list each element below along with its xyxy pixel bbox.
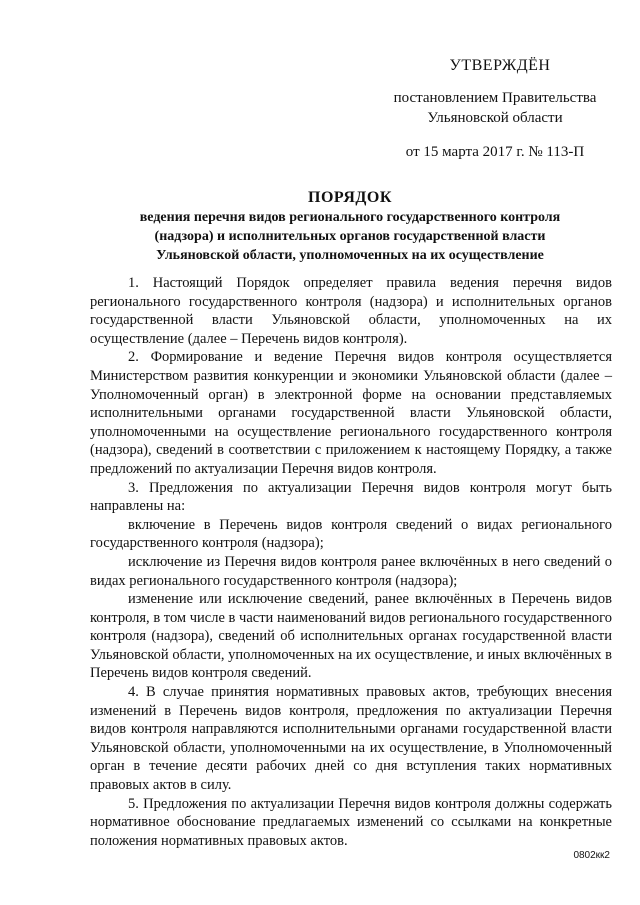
approval-line-1: постановлением Правительства	[393, 90, 597, 106]
paragraph-5: 5. Предложения по актуализации Перечня видов контроля должны содержать нормативное обоснование предлагаемых изменений со ссылками на конкретные положения нормативных правовых актов.	[90, 795, 612, 849]
footer-code: 0802кк2	[573, 850, 610, 861]
paragraph-2: 2. Формирование и ведение Перечня видов контроля осуществляется Министерством развития конкуренции и экономики Ульяновской области (далее – Уполномоченный орган) в электронной форме на основании представляемых исполнительными органами государственной власти Ульяновской области, уполномоченными на осуществление регионального государственного контроля (надзора), сведений в соответствии с приложением к настоящему Порядку, а также предложений по актуализации Перечня видов контроля.	[90, 349, 612, 477]
paragraph-1: 1. Настоящий Порядок определяет правила ведения перечня видов регионального государственного контроля (надзора) и исполнительных органов государственной власти Ульяновской области, уполномоченных на их осуществление (далее – Перечень видов контроля).	[90, 275, 612, 347]
paragraph-3-item-1: включение в Перечень видов контроля сведений о видах регионального государственного контроля (надзора);	[90, 516, 612, 552]
title-main: ПОРЯДОК	[308, 189, 392, 206]
approval-line-2: Ульяновской области	[427, 110, 563, 126]
paragraph-3-item-3: изменение или исключение сведений, ранее включённых в Перечень видов контроля, в том числе в части наименований видов регионального государственного контроля (надзора), сведений об исполнительных органах государственной власти Ульяновской области, уполномоченных на их осуществление, и иных включённых в Перечень видов контроля сведений.	[90, 591, 612, 682]
approval-heading: УТВЕРЖДЁН	[449, 57, 551, 74]
title-subtitle-3: Ульяновской области, уполномоченных на их осуществление	[156, 248, 544, 263]
paragraph-4: 4. В случае принятия нормативных правовых актов, требующих внесения изменений в Перечень видов контроля, предложения по актуализации Перечня видов контроля направляются исполнительными органами государственной власти Ульяновской области, уполномоченными на их осуществление, в Уполномоченный орган в течение десяти рабочих дней со дня вступления таких нормативных правовых актов в силу.	[90, 684, 612, 794]
document-body	[90, 274, 612, 850]
approval-stamp	[380, 56, 610, 162]
title-subtitle-1: ведения перечня видов регионального государственного контроля	[139, 210, 561, 225]
paragraph-3-item-2: исключение из Перечня видов контроля ранее включённых в него сведений о видах регионального государственного контроля (надзора);	[90, 553, 612, 589]
title-subtitle-2: (надзора) и исполнительных органов государственной власти	[154, 229, 546, 244]
document-title	[90, 188, 610, 265]
approval-date: от 15 марта 2017 г. № 113-П	[405, 144, 585, 160]
paragraph-3: 3. Предложения по актуализации Перечня видов контроля могут быть направлены на:	[90, 479, 612, 515]
